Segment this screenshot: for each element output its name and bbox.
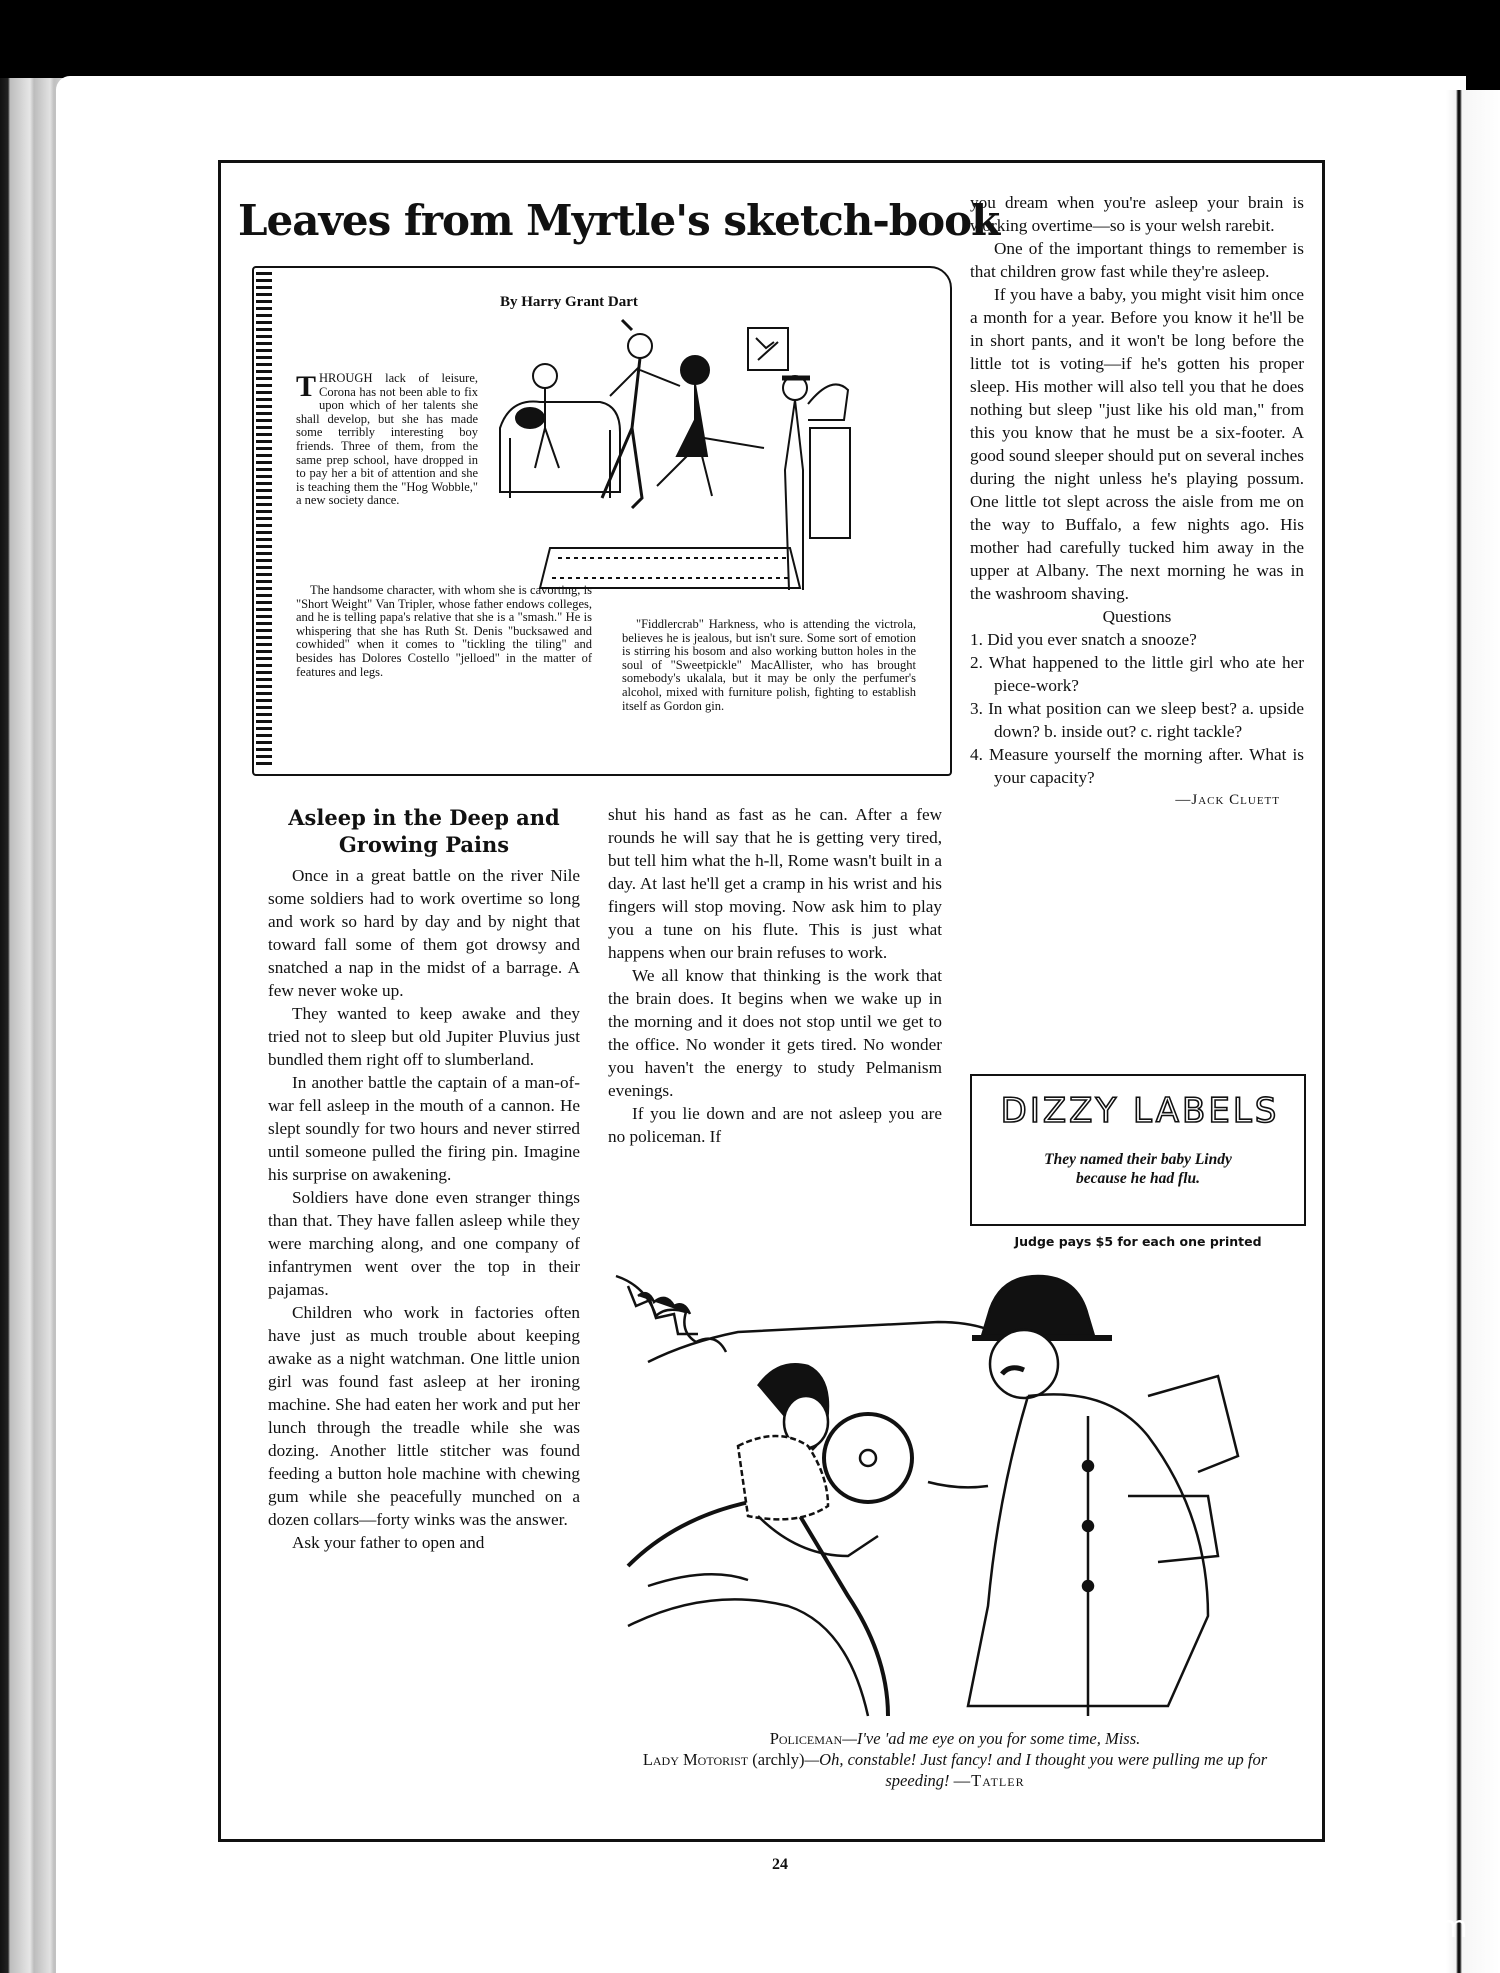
questions-heading: Questions bbox=[1102, 607, 1172, 626]
dancing-party-illustration bbox=[490, 318, 870, 608]
policeman-motorist-cartoon bbox=[608, 1266, 1308, 1728]
sketchbook-text-van-tripler: The handsome character, with whom she is cavorting, is "Short Weight" Van Tripler, whose father endows colleges, and he is telling papa's relative that she is a "smash." He is whispering that she has Ruth St. Denis "bucksawed and cowhided" when it comes to "tickling the tiling" and besides has Dolores Costello "jelloed" in the matter of features and legs. bbox=[296, 583, 592, 679]
dialogue-motorist: —Oh, constable! Just fancy! and I thought you were pulling me up for speeding! bbox=[804, 1750, 1268, 1790]
dizzy-labels-title bbox=[982, 1086, 1298, 1134]
paragraph: We all know that thinking is the work that the brain does. It begins when we wake up in the morning and it does not stop until we get to the office. No wonder it gets tired. No wonder you haven't the energy to study Pelmanism evenings. bbox=[608, 966, 942, 1100]
cartoon-caption bbox=[620, 1728, 1290, 1791]
sketchbook-text-intro bbox=[296, 372, 478, 508]
judge-pays-note: Judge pays $5 for each one printed bbox=[1014, 1234, 1262, 1249]
paragraph: shut his hand as fast as he can. After a few rounds he will say that he is getting very tired, but tell him what the h-ll, Rome wasn't built in a day. At last he'll get a cramp in his wrist and his fingers will stop moving. Now ask him to play you a tune on his flute. This is just what happens when our brain refuses to work. bbox=[608, 805, 942, 962]
joke-line: They named their baby Lindy bbox=[1044, 1151, 1232, 1168]
paragraph: If you lie down and are not asleep you are no policeman. If bbox=[608, 1104, 942, 1146]
question-item: 4. Measure yourself the morning after. What is your capacity? bbox=[970, 745, 1304, 787]
dizzy-labels-box bbox=[970, 1074, 1306, 1226]
paragraph: They wanted to keep awake and they tried not to sleep but old Jupiter Pluvius just bundled them right off to slumberland. bbox=[268, 1004, 580, 1069]
questions-list bbox=[970, 628, 1304, 789]
question-item: 3. In what position can we sleep best? a. upside down? b. inside out? c. right tackle? bbox=[970, 699, 1304, 741]
paragraph: If you have a baby, you might visit him once a month for a year. Before you know it he'll be in short pants, and it won't be long before the little tot is voting—if he's gotten his proper sleep. His mother will also tell you that he does nothing but sleep "just like his old man," from this you know that he must be a six-footer. A good sound sleeper should put on several inches during the night unless he's playing possum. One little tot slept across the aisle from me on the way to Buffalo, a few nights ago. His mother had carefully tucked him away in the upper at Albany. The next morning he was in the washroom shaving. bbox=[970, 285, 1304, 603]
cartoon-credit: —Tatler bbox=[953, 1771, 1025, 1790]
caption-line-motorist bbox=[620, 1749, 1290, 1791]
page-title: Leaves from Myrtle's sketch-book bbox=[238, 196, 1000, 245]
site-watermark: comicbooks.com bbox=[1210, 1910, 1469, 1945]
article-column-3 bbox=[970, 191, 1304, 812]
spiral-binding bbox=[256, 272, 272, 768]
question-item: 2. What happened to the little girl who ate her piece-work? bbox=[970, 653, 1304, 695]
drop-cap: T bbox=[296, 370, 317, 403]
dizzy-labels-title-text: DIZZY LABELS bbox=[1000, 1091, 1280, 1131]
page-number: 24 bbox=[772, 1856, 788, 1873]
sketchbook-text-fiddlercrab: "Fiddlercrab" Harkness, who is attending the victrola, believes he is jealous, but isn't sure. Some sort of emotion is stirring his bosom and also working button holes in the soul of "Sweetpickle" MacAllister, who has brought somebody's ukalala, but it may be only the perfumer's alcohol, mixed with furniture polish, fighting to establish itself as Gordon gin. bbox=[622, 617, 916, 713]
facing-page-edge bbox=[1446, 90, 1500, 1973]
stage-direction: (archly) bbox=[748, 1750, 805, 1769]
paragraph: Once in a great battle on the river Nile some soldiers had to work overtime so long and work so hard by day and by night that toward fall some of them got drowsy and snatched a nap in the midst of a barrage. A few never woke up. bbox=[268, 866, 580, 1000]
paragraph: Soldiers have done even stranger things than that. They have fallen asleep while they were marching along, and one company of infantrymen went over the top in their pajamas. bbox=[268, 1188, 580, 1299]
paragraph: One of the important things to remember is that children grow fast while they're asleep. bbox=[970, 239, 1304, 281]
speaker-policeman: Policeman bbox=[769, 1729, 843, 1748]
question-item: 1. Did you ever snatch a snooze? bbox=[970, 630, 1197, 649]
byline: By Harry Grant Dart bbox=[500, 294, 638, 310]
paragraph: Ask your father to open and bbox=[292, 1533, 485, 1552]
dizzy-labels-joke bbox=[972, 1150, 1304, 1188]
paragraph: In another battle the captain of a man-of-war fell asleep in the mouth of a cannon. He slept soundly for two hours and never stirred until someone pulled the firing pin. Imagine his surprise on awakening. bbox=[268, 1073, 580, 1184]
speaker-motorist: Lady Motorist bbox=[642, 1750, 749, 1769]
paragraph: Children who work in factories often have just as much trouble about keeping awake as a night watchman. One little union girl was found fast asleep at her ironing machine. She had eaten her work and put her lunch through the treadle while she was dozing. Another little stitcher was found feeding a button hole machine with chewing gum while she peacefully munched on a dozen collars—forty winks was the answer. bbox=[268, 1303, 580, 1529]
paragraph: you dream when you're asleep your brain is working overtime—so is your welsh rarebit. bbox=[970, 193, 1304, 235]
article-column-2 bbox=[608, 803, 942, 1148]
sketchbook-text-intro-body: HROUGH lack of leisure, Corona has not been able to fix upon which of her talents she shall develop, but she has made some terribly interesting boy friends. Three of them, from the same prep school, have dropped in to pay her a bit of attention and she is teaching them the "Hog Wobble," a new society dance. bbox=[296, 371, 478, 508]
caption-line-policeman bbox=[620, 1728, 1290, 1749]
joke-line: because he had flu. bbox=[1076, 1170, 1200, 1187]
dialogue-policeman: —I've 'ad me eye on you for some time, Miss. bbox=[842, 1729, 1141, 1748]
article-author: —Jack Cluett bbox=[1175, 792, 1280, 808]
article-column-1 bbox=[268, 864, 580, 1554]
article-heading: Asleep in the Deep and Growing Pains bbox=[288, 805, 560, 857]
